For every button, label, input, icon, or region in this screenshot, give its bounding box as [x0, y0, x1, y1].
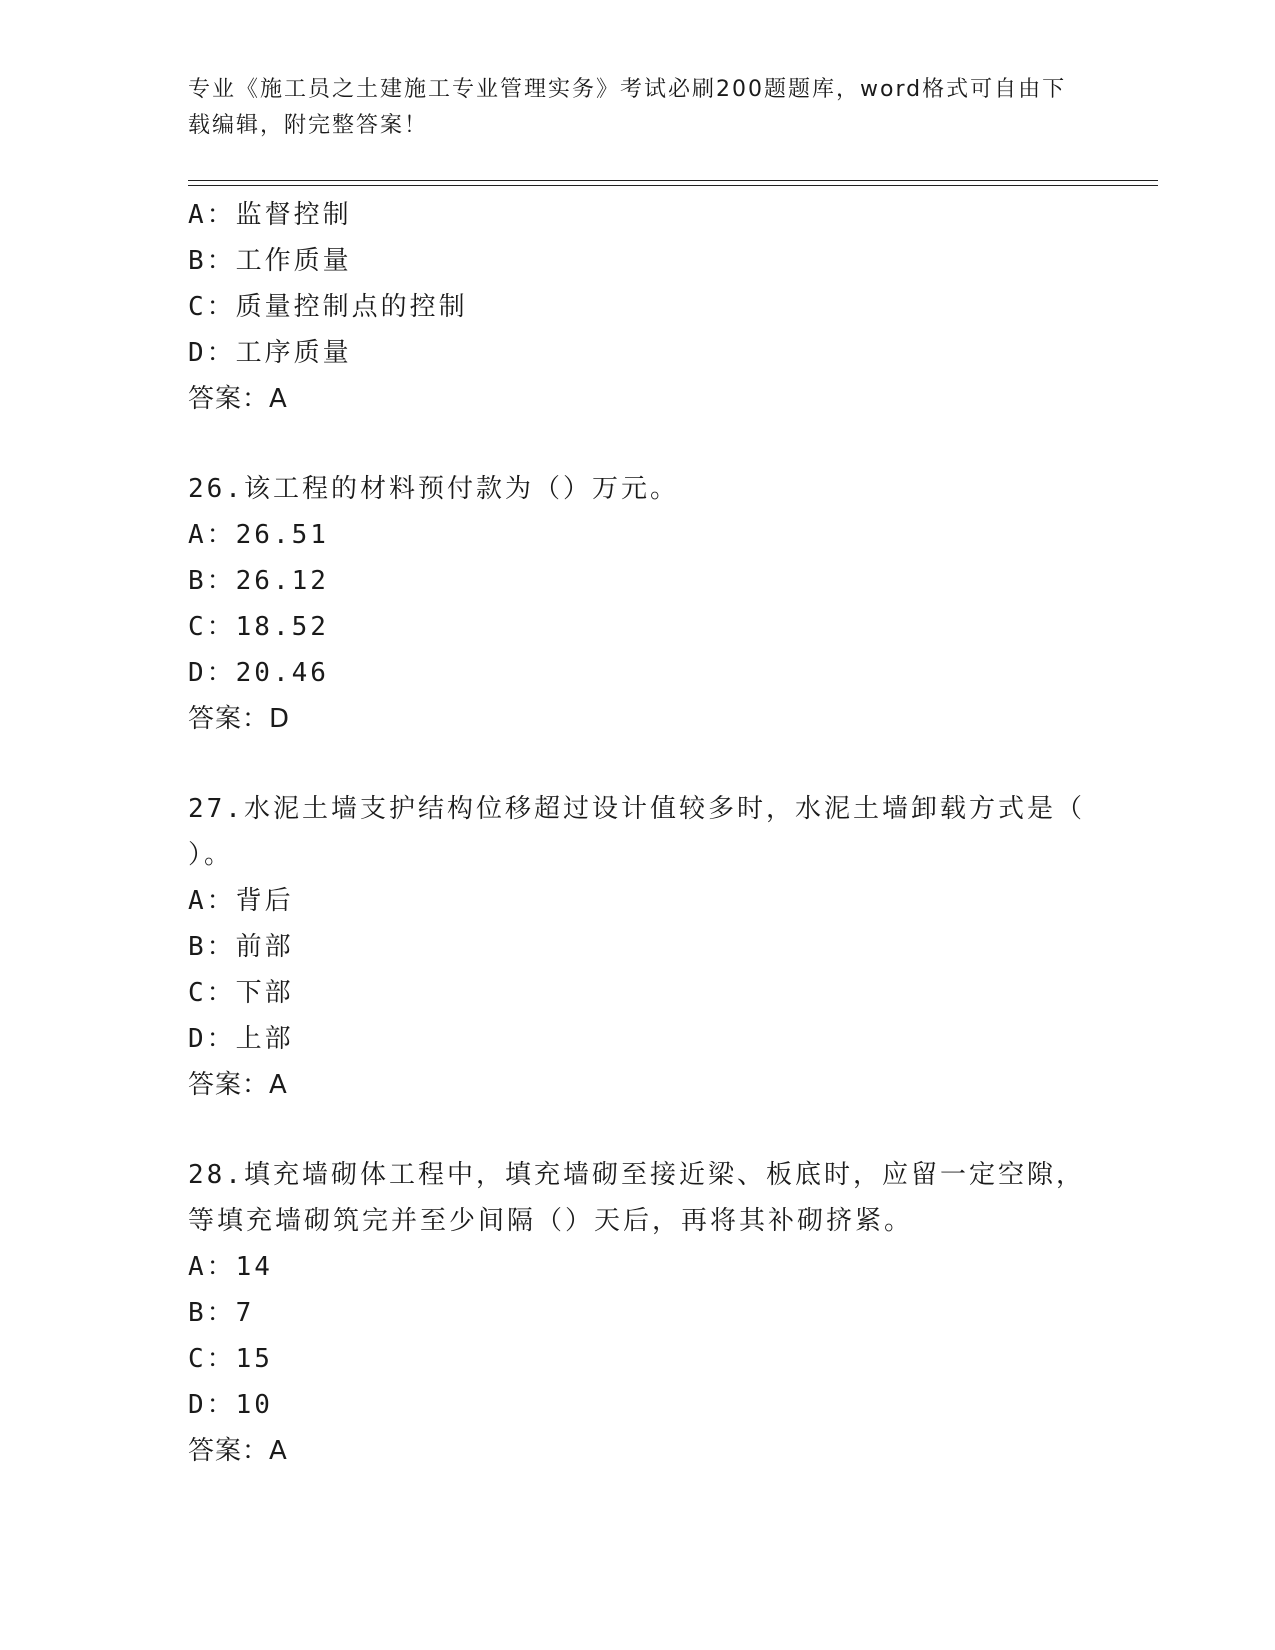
question-28-block	[188, 1152, 1088, 1474]
option-b: B：7	[188, 1298, 255, 1328]
answer-line: 答案：A	[188, 1436, 288, 1466]
question-list	[188, 192, 1088, 1474]
spacer	[188, 1108, 1088, 1152]
question-26-block	[188, 466, 1088, 742]
option-d: D：上部	[188, 1024, 294, 1054]
spacer	[188, 742, 1088, 786]
document-header: 专业《施工员之土建施工专业管理实务》考试必刷200题题库，word格式可自由下载编辑，附完整答案！	[188, 77, 1067, 138]
option-a: A：14	[188, 1252, 273, 1282]
question-text: 26.该工程的材料预付款为（）万元。	[188, 474, 679, 504]
option-b: B：工作质量	[188, 246, 352, 276]
option-a: A：背后	[188, 886, 294, 916]
spacer	[188, 422, 1088, 466]
option-a: A：26.51	[188, 520, 329, 550]
option-b: B：26.12	[188, 566, 329, 596]
option-d: D：10	[188, 1390, 273, 1420]
header-divider-bottom	[188, 185, 1158, 186]
question-text-line-1: 28.填充墙砌体工程中，填充墙砌至接近梁、板底时，应留一定空隙，	[188, 1160, 1085, 1190]
answer-line: 答案：A	[188, 1070, 288, 1100]
option-b: B：前部	[188, 932, 294, 962]
option-a: A：监督控制	[188, 200, 352, 230]
option-d: D：20.46	[188, 658, 329, 688]
question-text-line-2: ）。	[188, 840, 234, 870]
answer-line: 答案：D	[188, 704, 291, 734]
question-text-line-1: 27.水泥土墙支护结构位移超过设计值较多时，水泥土墙卸载方式是（	[188, 794, 1085, 824]
question-text-line-2: 等填充墙砌筑完并至少间隔（）天后，再将其补砌挤紧。	[188, 1206, 914, 1236]
answer-line: 答案：A	[188, 384, 288, 414]
header-divider-top	[188, 180, 1158, 181]
option-c: C：15	[188, 1344, 273, 1374]
option-c: C：18.52	[188, 612, 329, 642]
question-25-block	[188, 192, 1088, 422]
question-27-block	[188, 786, 1088, 1108]
option-d: D：工序质量	[188, 338, 352, 368]
option-c: C：下部	[188, 978, 294, 1008]
option-c: C：质量控制点的控制	[188, 292, 468, 322]
